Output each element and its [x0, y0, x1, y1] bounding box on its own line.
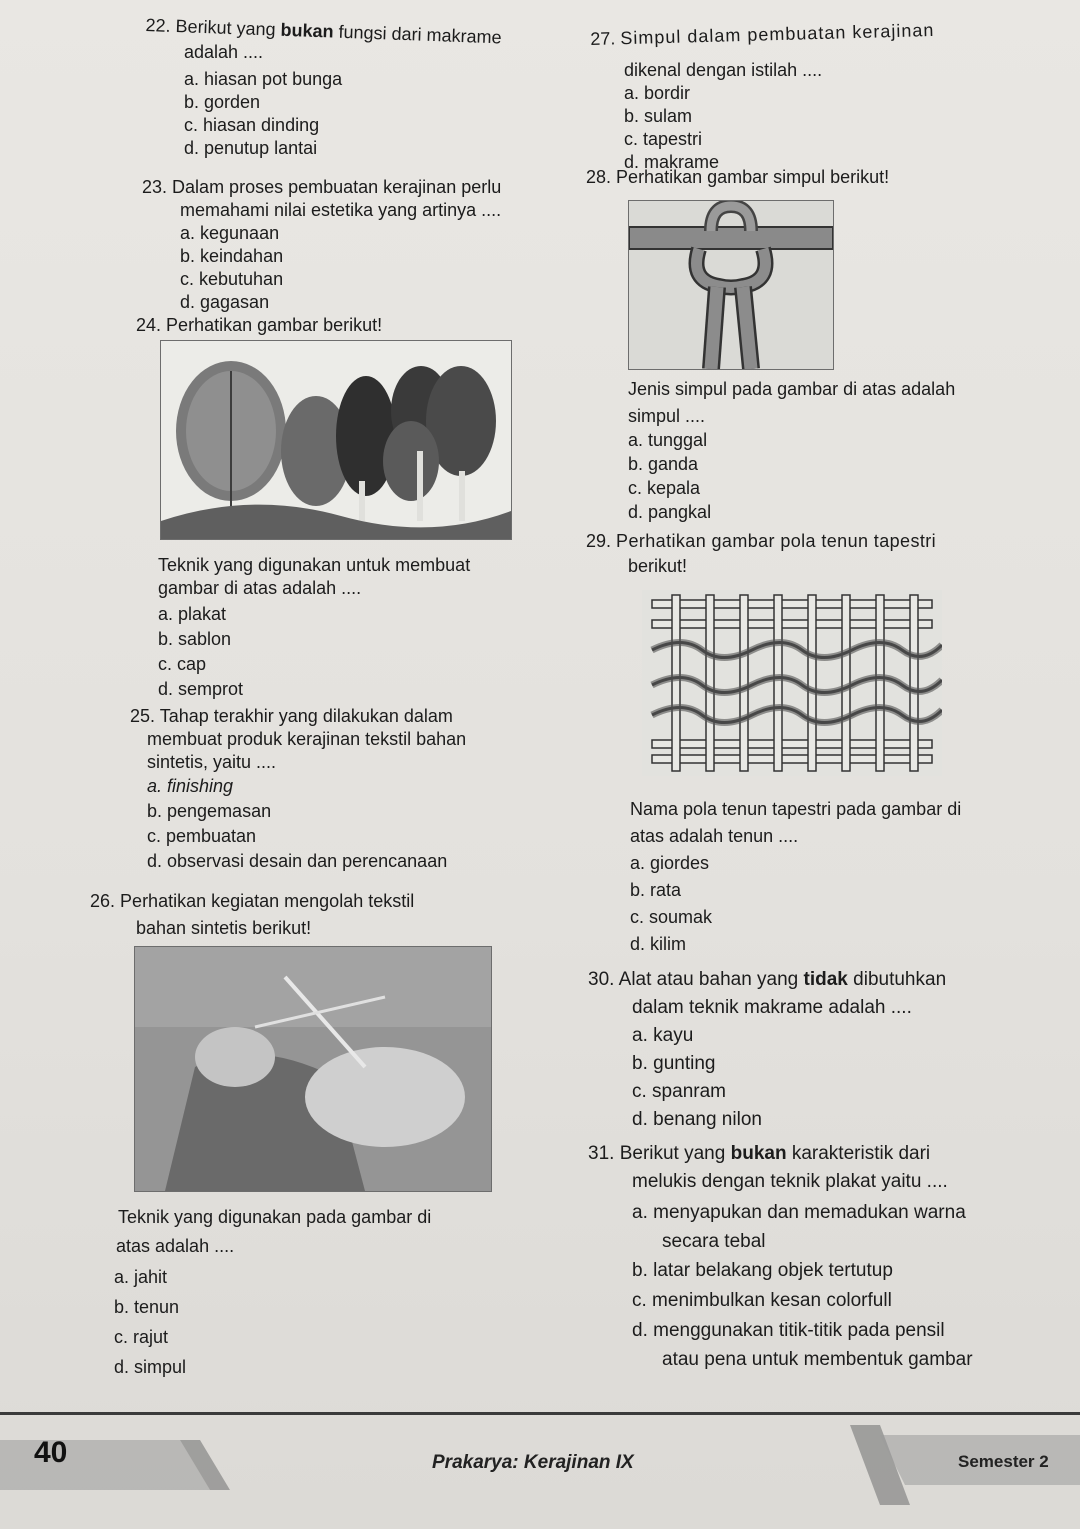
- question-number: 26.: [90, 891, 116, 911]
- question-text: fungsi dari makrame: [333, 21, 502, 48]
- question-text: karakteristik dari: [786, 1143, 931, 1164]
- leaf-print-illustration: [161, 341, 511, 539]
- question-text: gambar di atas adalah ....: [158, 578, 362, 598]
- option-list: [142, 222, 562, 314]
- option-list: [630, 850, 1050, 958]
- question-31: [588, 1140, 1068, 1374]
- knot-image: [628, 200, 834, 370]
- question-text: Berikut yang: [175, 16, 281, 40]
- option[interactable]: c. menimbulkan kesan colorfull: [632, 1290, 892, 1311]
- question-28: [586, 166, 1026, 189]
- option[interactable]: d. simpul: [114, 1357, 187, 1377]
- question-26-stem: [114, 1206, 568, 1382]
- footer-divider: [0, 1412, 1080, 1415]
- question-text: adalah ....: [184, 42, 264, 62]
- question-text: memahami nilai estetika yang artinya ....: [180, 200, 502, 220]
- question-text: Jenis simpul pada gambar di atas adalah: [628, 379, 956, 399]
- option-list: [114, 1262, 568, 1382]
- option[interactable]: a. finishing: [147, 776, 234, 796]
- question-30: [588, 966, 1058, 1134]
- option-list: [588, 1022, 1058, 1134]
- option[interactable]: c. pembuatan: [147, 826, 257, 846]
- option[interactable]: a. tunggal: [628, 430, 708, 450]
- question-text: Perhatikan gambar simpul berikut!: [616, 167, 890, 187]
- option-list: [130, 774, 570, 874]
- question-text: Teknik yang digunakan untuk membuat: [158, 555, 471, 575]
- option-list: [146, 68, 566, 160]
- option[interactable]: b. sablon: [158, 629, 232, 649]
- question-text: membuat produk kerajinan tekstil bahan: [147, 729, 467, 749]
- question-text: Alat atau bahan yang: [618, 969, 804, 990]
- page-number: 40: [34, 1436, 68, 1469]
- question-text: bahan sintetis berikut!: [136, 918, 312, 938]
- question-24: [136, 314, 566, 337]
- option[interactable]: a. hiasan pot bunga: [184, 69, 343, 89]
- question-26: [90, 890, 560, 940]
- question-text: atas adalah tenun ....: [630, 826, 799, 846]
- knitting-illustration: [135, 947, 491, 1191]
- tapestry-weave-illustration: [642, 590, 942, 776]
- option[interactable]: d. semprot: [158, 679, 244, 699]
- knot-illustration: [629, 201, 833, 369]
- option[interactable]: c. kepala: [628, 478, 701, 498]
- question-text: Nama pola tenun tapestri pada gambar di: [630, 799, 962, 819]
- question-number: 23.: [142, 177, 168, 197]
- question-number: 28.: [586, 167, 612, 187]
- option[interactable]: c. tapestri: [624, 129, 703, 149]
- question-text: Tahap terakhir yang dilakukan dalam: [159, 706, 453, 726]
- question-text: Dalam proses pembuatan kerajinan perlu: [172, 177, 502, 197]
- option[interactable]: a. menyapukan dan memadukan warna: [632, 1202, 966, 1223]
- option[interactable]: d. pangkal: [628, 502, 712, 522]
- question-text: Simpul dalam pembuatan kerajinan: [620, 19, 935, 49]
- question-text: melukis dengan teknik plakat yaitu ....: [632, 1171, 948, 1192]
- option-continuation: secara tebal: [662, 1231, 766, 1252]
- question-emphasis: bukan: [280, 19, 334, 42]
- option[interactable]: d. makrame: [624, 152, 720, 172]
- tapestry-weave-image: [642, 590, 942, 776]
- option-continuation: atau pena untuk membentuk gambar: [662, 1349, 973, 1370]
- question-number: 25.: [130, 706, 156, 726]
- question-24-stem: [158, 554, 578, 702]
- question-27: [590, 19, 1010, 174]
- question-text: sintetis, yaitu ....: [147, 752, 277, 772]
- option[interactable]: d. gagasan: [180, 292, 270, 312]
- question-number: 29.: [586, 531, 612, 551]
- knitting-photo: [134, 946, 492, 1192]
- question-text: Berikut yang: [619, 1143, 731, 1164]
- option-list: [588, 1198, 1068, 1374]
- option[interactable]: c. rajut: [114, 1327, 169, 1347]
- option[interactable]: b. sulam: [624, 106, 693, 126]
- question-text: atas adalah ....: [116, 1236, 235, 1256]
- option[interactable]: d. menggunakan titik-titik pada pensil: [632, 1320, 945, 1341]
- question-22: [146, 14, 566, 160]
- question-text: Perhatikan kegiatan mengolah tekstil: [120, 891, 415, 911]
- option[interactable]: c. spanram: [632, 1081, 726, 1102]
- option[interactable]: a. jahit: [114, 1267, 168, 1287]
- option-list: [158, 602, 578, 702]
- option[interactable]: c. kebutuhan: [180, 269, 284, 289]
- question-text: Teknik yang digunakan pada gambar di: [118, 1207, 432, 1227]
- question-text: simpul ....: [628, 406, 706, 426]
- option[interactable]: b. gorden: [184, 92, 261, 112]
- option[interactable]: a. plakat: [158, 604, 227, 624]
- option[interactable]: b. pengemasan: [147, 801, 272, 821]
- option[interactable]: d. observasi desain dan perencanaan: [147, 851, 448, 871]
- question-emphasis: bukan: [730, 1143, 787, 1164]
- option[interactable]: c. hiasan dinding: [184, 115, 320, 135]
- question-number: 30.: [588, 969, 615, 990]
- leaf-print-image: [160, 340, 512, 540]
- question-number: 22.: [145, 14, 171, 36]
- option[interactable]: b. latar belakang objek tertutup: [632, 1260, 893, 1281]
- option[interactable]: b. rata: [630, 880, 682, 900]
- question-29-stem: [630, 798, 1050, 958]
- option-list: [590, 82, 1010, 174]
- option[interactable]: b. keindahan: [180, 246, 284, 266]
- option[interactable]: d. kilim: [630, 934, 687, 954]
- question-text: Perhatikan gambar berikut!: [166, 315, 383, 335]
- question-28-stem: [628, 378, 1048, 524]
- question-number: 27.: [590, 28, 616, 49]
- question-25: [130, 705, 570, 874]
- question-text: berikut!: [628, 556, 688, 576]
- question-number: 24.: [136, 315, 162, 335]
- option[interactable]: a. kegunaan: [180, 223, 280, 243]
- question-text: dalam teknik makrame adalah ....: [632, 997, 912, 1018]
- question-text: dibutuhkan: [847, 969, 947, 990]
- book-title: Prakarya: Kerajinan IX: [432, 1452, 634, 1473]
- option-list: [628, 428, 1048, 524]
- option[interactable]: b. gunting: [632, 1053, 716, 1074]
- question-text: Perhatikan gambar pola tenun tapestri: [616, 531, 937, 551]
- option[interactable]: c. cap: [158, 654, 207, 674]
- option[interactable]: a. kayu: [632, 1025, 694, 1046]
- question-emphasis: tidak: [803, 969, 848, 990]
- option[interactable]: b. tenun: [114, 1297, 180, 1317]
- question-number: 31.: [588, 1143, 615, 1164]
- option[interactable]: d. benang nilon: [632, 1109, 762, 1130]
- option[interactable]: a. bordir: [624, 83, 691, 103]
- semester-label: Semester 2: [958, 1452, 1049, 1471]
- question-text: dikenal dengan istilah ....: [624, 60, 823, 80]
- option[interactable]: c. soumak: [630, 907, 713, 927]
- option[interactable]: b. ganda: [628, 454, 699, 474]
- option[interactable]: d. penutup lantai: [184, 138, 318, 158]
- question-23: [142, 176, 562, 314]
- option[interactable]: a. giordes: [630, 853, 710, 873]
- question-29: [586, 530, 1026, 578]
